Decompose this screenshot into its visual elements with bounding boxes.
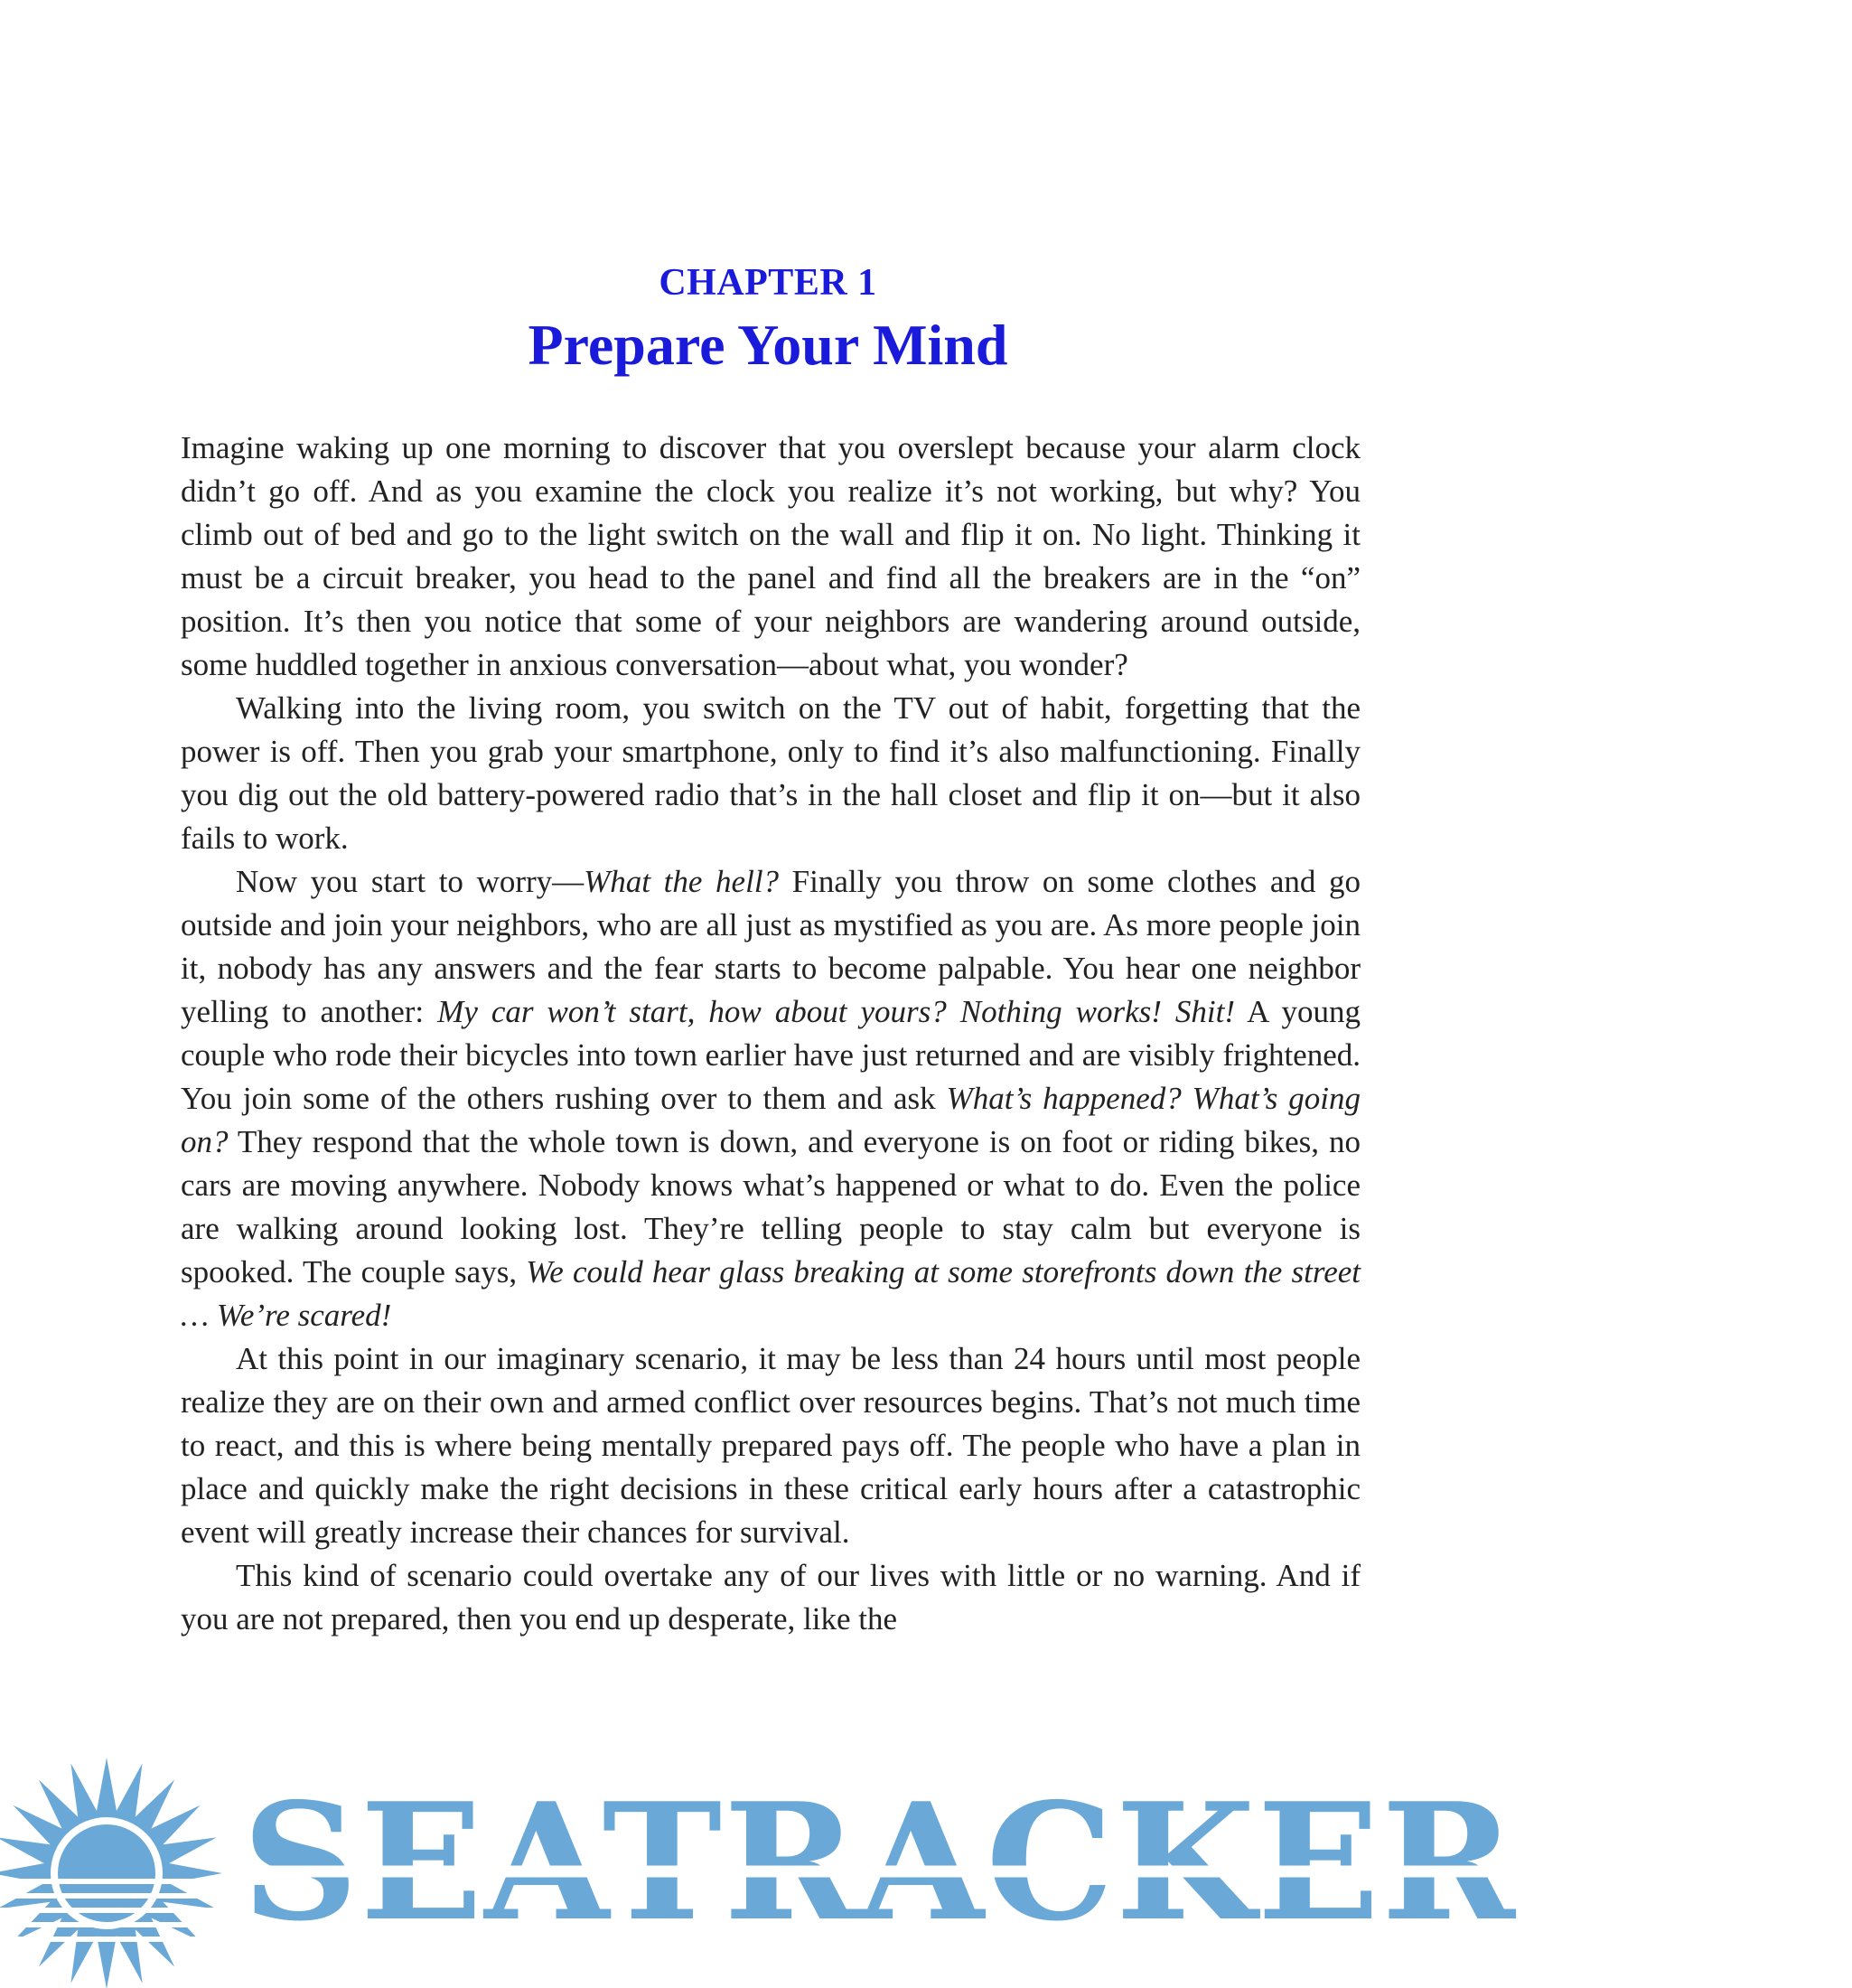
text-run: Now you start to worry— <box>236 864 585 899</box>
paragraph <box>181 860 1361 1337</box>
sun-horizon-band <box>0 1922 235 1927</box>
sun-horizon-band <box>0 1936 235 1942</box>
sun-horizon-band <box>0 1893 235 1899</box>
text-run: This kind of scenario could overtake any of our lives with little or no warning. And if you are not prepared, then you end up desperate, like the <box>181 1558 1361 1636</box>
chapter-body <box>181 427 1361 1641</box>
chapter-number: CHAPTER 1 <box>659 262 877 304</box>
italic-text: My car won’t start, how about yours? Nothing works! Shit! <box>437 994 1236 1029</box>
chapter-title: Prepare Your Mind <box>528 313 1008 377</box>
sun-icon <box>0 1740 235 1988</box>
italic-text: What the hell? <box>584 864 780 899</box>
italic-text: We could hear glass breaking at some storefronts down the street … We’re scared! <box>181 1254 1361 1333</box>
paragraph <box>181 687 1361 860</box>
text-run: They respond that the whole town is down, and everyone is on foot or riding bikes, no cars are moving anywhere. Nobody knows what’s happened or what to do. Even the police are walking around looking lost. They’re telling people to stay calm but everyone is spooked. The couple says, <box>181 1124 1361 1289</box>
text-run: Finally you throw on some clothes and go outside and join your neighbors, who are all just as mystified as you are. As more people join it, nobody has any answers and the fear starts to become palpable. You hear one neighbor yelling to another: <box>181 864 1361 1029</box>
italic-text: What’s happened? What’s going on? <box>181 1081 1361 1159</box>
paragraph <box>181 427 1361 687</box>
text-run: At this point in our imaginary scenario, it may be less than 24 hours until most people realize they are on their own and armed conflict over resources begins. That’s not much time to react, and this is where being mentally prepared pays off. The people who have a plan in place and quickly make the right decisions in these critical early hours after a catastrophic event will greatly increase their chances for survival. <box>181 1341 1361 1550</box>
text-run: Walking into the living room, you switch on the TV out of habit, forgetting that the power is off. Then you grab your smartphone, only to find it’s also malfunctioning. Finally you dig out the old battery-powered radio that’s in the hall closet and flip it on—but it also fails to work. <box>181 690 1361 856</box>
watermark <box>0 1740 1852 1988</box>
paragraph <box>181 1554 1361 1641</box>
sun-horizon-band <box>0 1879 235 1884</box>
text-run: A young couple who rode their bicycles into town earlier have just returned and are visibly frightened. You join some of the others rushing over to them and ask <box>181 994 1361 1116</box>
text-run: Imagine waking up one morning to discover that you overslept because your alarm clock didn’t go off. And as you examine the clock you realize it’s not working, but why? You climb out of bed and go to the light switch on the wall and flip it on. No light. Thinking it must be a circuit breaker, you head to the panel and find all the breakers are in the “on” position. It’s then you notice that some of your neighbors are wandering around outside, some huddled together in anxious conversation—about what, you wonder? <box>181 430 1361 682</box>
paragraph <box>181 1337 1361 1554</box>
sun-core <box>58 1824 155 1922</box>
chapter-heading <box>0 260 1536 380</box>
watermark-text: SEATRACKER.RU <box>242 1772 1525 1971</box>
sun-horizon-band <box>0 1908 235 1913</box>
